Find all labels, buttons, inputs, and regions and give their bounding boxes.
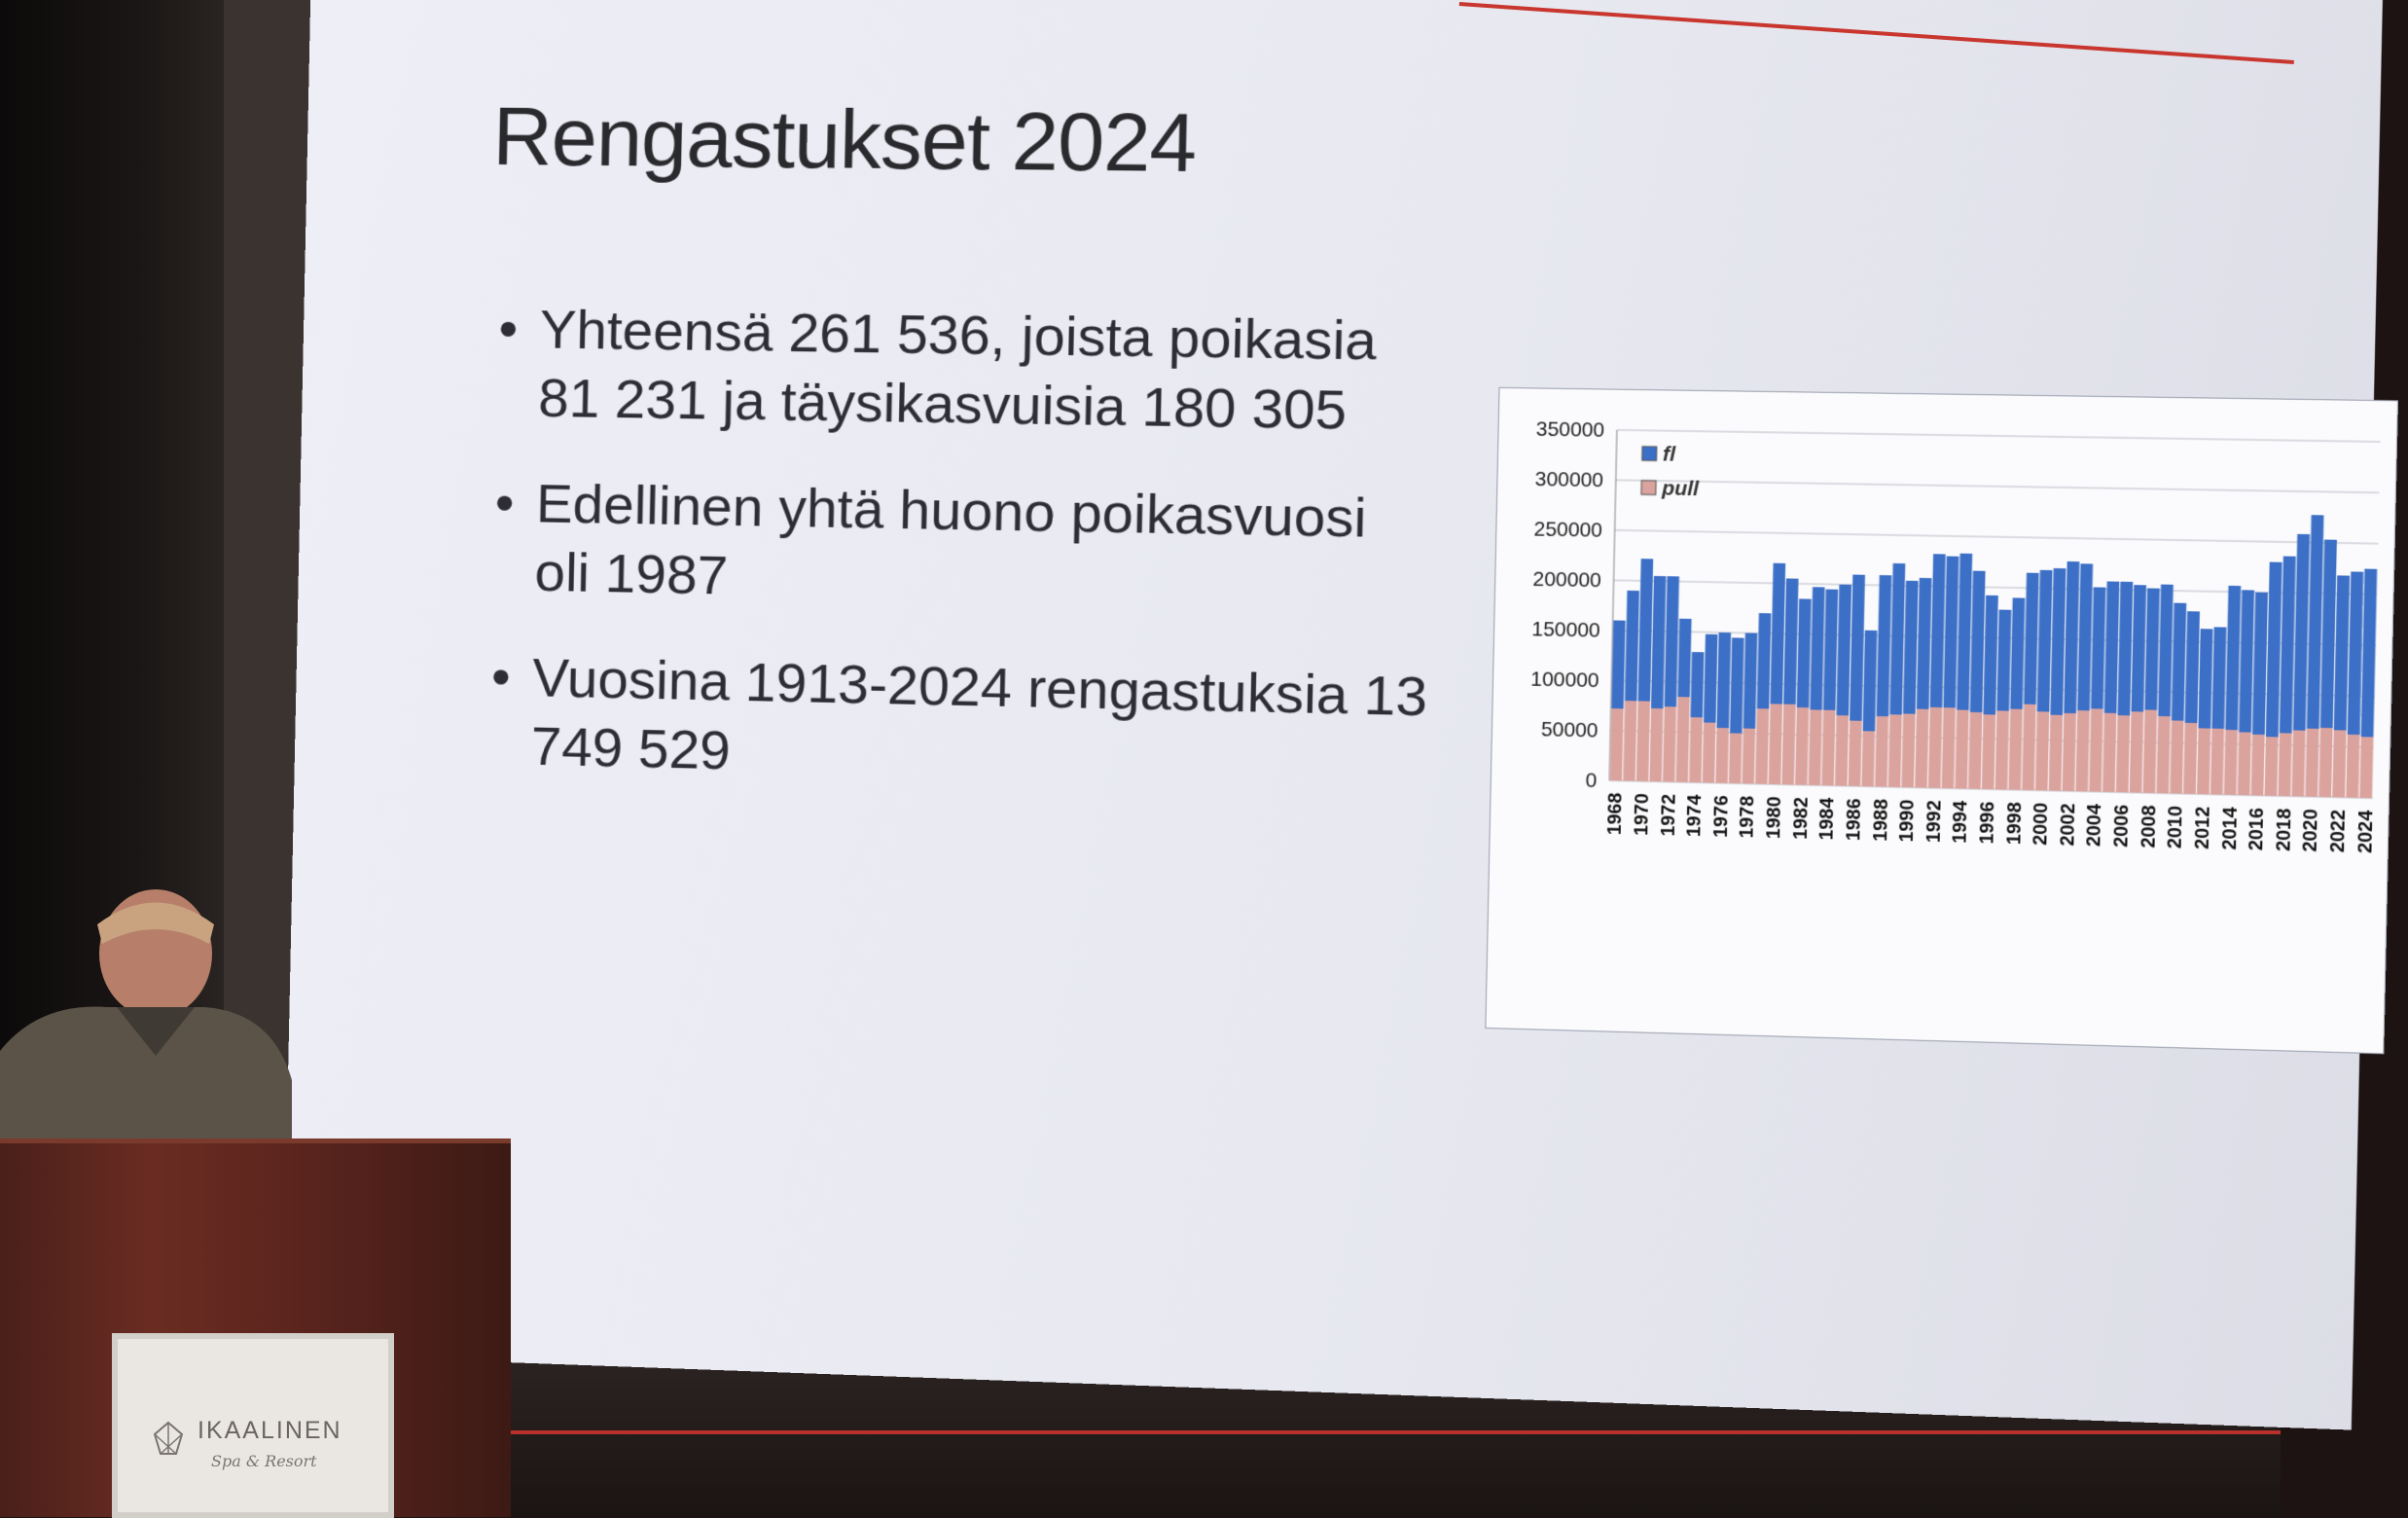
- bar-pull: [1915, 709, 1928, 788]
- x-tick-label: 2006: [2110, 804, 2134, 849]
- bar-pull: [2332, 730, 2346, 797]
- bar-fl: [1770, 563, 1785, 705]
- bar-pull: [2089, 708, 2103, 792]
- bar-pull: [1942, 707, 1956, 788]
- x-tick-label: 2020: [2299, 809, 2323, 852]
- bar-fl: [1704, 634, 1717, 723]
- bar-fl: [2225, 586, 2241, 730]
- bar-fl: [2050, 568, 2066, 715]
- bar-fl: [2320, 540, 2337, 729]
- bar-pull: [1610, 708, 1624, 780]
- bar-pull: [2156, 716, 2170, 793]
- bar-pull: [2130, 711, 2144, 793]
- bar-fl: [1651, 576, 1666, 708]
- bar-fl: [1691, 652, 1705, 717]
- bar-fl: [1677, 619, 1691, 698]
- bar-pull: [2142, 709, 2157, 793]
- bar-fl: [1625, 591, 1639, 702]
- legend-swatch: [1642, 447, 1657, 461]
- bar-fl: [1823, 590, 1838, 710]
- chart-canvas: [1486, 388, 2397, 1053]
- bar-pull: [1703, 722, 1716, 782]
- x-tick-label: 2014: [2218, 807, 2242, 850]
- bullet-dot-icon: •: [497, 297, 519, 360]
- x-tick-label: 2018: [2272, 808, 2296, 852]
- bar-fl: [1783, 578, 1798, 704]
- bar-pull: [2170, 720, 2183, 793]
- bar-pull: [1821, 710, 1835, 786]
- bullet-text: Yhteensä 261 536, joista poikasia 81 231 ja täysikasvuisia 180 305: [537, 298, 1378, 441]
- bar-pull: [1968, 712, 1982, 789]
- bar-pull: [1955, 709, 1968, 788]
- x-tick-label: 1968: [1604, 792, 1628, 836]
- bar-pull: [2035, 711, 2049, 790]
- bullet-item: [489, 642, 1432, 801]
- bar-fl: [1730, 637, 1744, 733]
- x-tick-label: 1978: [1736, 795, 1760, 839]
- y-tick-label: 200000: [1532, 568, 1602, 593]
- bar-fl: [1983, 596, 1997, 715]
- bar-fl: [2104, 581, 2120, 713]
- bar-pull: [2008, 709, 2022, 790]
- lotus-logo-icon: [147, 1417, 190, 1460]
- y-tick-label: 100000: [1530, 669, 1599, 693]
- bullet-item: [493, 468, 1436, 624]
- bar-fl: [2131, 585, 2146, 711]
- x-tick-label: 1994: [1949, 800, 1973, 845]
- x-tick-label: 2008: [2137, 805, 2161, 849]
- bar-pull: [2291, 730, 2305, 796]
- x-tick-label: 2004: [2083, 803, 2107, 848]
- bar-pull: [2183, 723, 2197, 794]
- legend-swatch: [1641, 481, 1656, 495]
- x-tick-label: 1996: [1976, 801, 1999, 845]
- bar-pull: [1795, 707, 1809, 785]
- bar-fl: [2024, 573, 2039, 705]
- y-tick-label: 250000: [1533, 519, 1603, 542]
- bar-fl: [2185, 611, 2200, 723]
- bar-fl: [2334, 575, 2350, 730]
- x-tick-label: 1984: [1815, 797, 1840, 841]
- bar-pull: [1809, 709, 1822, 785]
- y-tick-label: 0: [1585, 770, 1598, 793]
- bar-pull: [2197, 728, 2210, 794]
- sign-brand-text: IKAALINEN: [198, 1417, 342, 1444]
- bar-pull: [1861, 731, 1875, 786]
- bar-fl: [1863, 631, 1878, 732]
- bar-pull: [1781, 705, 1795, 785]
- bar-pull: [2359, 737, 2373, 798]
- bar-pull: [1995, 710, 2009, 789]
- bar-pull: [1715, 728, 1729, 783]
- bar-fl: [2211, 627, 2226, 729]
- bar-fl: [2037, 570, 2053, 712]
- bar-fl: [1943, 557, 1959, 708]
- bar-fl: [2172, 603, 2186, 721]
- bar-pull: [2346, 735, 2359, 798]
- bar-pull: [1849, 721, 1862, 787]
- slide-title: Rengastukset 2024: [491, 90, 1198, 190]
- x-tick-label: 1998: [2002, 801, 2027, 846]
- bar-fl: [1930, 554, 1946, 707]
- bar-pull: [1888, 714, 1902, 787]
- bar-fl: [1665, 576, 1679, 706]
- x-tick-label: 2000: [2030, 802, 2053, 847]
- x-tick-label: 2002: [2056, 803, 2080, 847]
- bar-pull: [2049, 715, 2063, 791]
- bar-fl: [1877, 575, 1892, 716]
- bar-fl: [2144, 588, 2159, 709]
- x-tick-label: 1976: [1709, 794, 1733, 839]
- bar-pull: [1875, 716, 1888, 787]
- bar-fl: [1837, 585, 1851, 716]
- bar-pull: [1729, 733, 1743, 783]
- legend-label: fl: [1662, 443, 1676, 466]
- bar-fl: [1917, 578, 1932, 709]
- x-tick-label: 1970: [1631, 793, 1654, 837]
- y-tick-label: 300000: [1534, 468, 1604, 492]
- stacked-bar-chart: [1485, 387, 2398, 1054]
- bar-pull: [2305, 729, 2318, 797]
- bar-fl: [2348, 571, 2364, 735]
- x-tick-label: 1972: [1657, 793, 1680, 837]
- bar-pull: [2265, 737, 2279, 796]
- speaker-silhouette: [0, 886, 292, 1148]
- presentation-slide: [282, 0, 2383, 1430]
- bar-fl: [2239, 590, 2254, 732]
- y-tick-label: 350000: [1535, 418, 1605, 443]
- bar-fl: [1757, 613, 1772, 708]
- bar-fl: [1903, 581, 1919, 714]
- x-tick-label: 2012: [2191, 806, 2215, 850]
- bullet-text: Edellinen yhtä huono poikasvuosi oli 1987: [533, 472, 1368, 606]
- x-tick-label: 1974: [1683, 794, 1707, 838]
- bar-fl: [2198, 629, 2212, 728]
- x-tick-label: 1982: [1789, 796, 1813, 841]
- bar-fl: [1743, 632, 1758, 728]
- bar-pull: [2278, 733, 2291, 796]
- gridline: [1616, 480, 2380, 492]
- sign-subtitle: Spa & Resort: [211, 1452, 317, 1470]
- bar-fl: [2010, 597, 2025, 708]
- bar-fl: [1996, 610, 2011, 711]
- bar-pull: [2075, 710, 2090, 791]
- bar-pull: [1835, 715, 1849, 786]
- bar-fl: [1611, 620, 1625, 708]
- bar-fl: [2091, 587, 2105, 708]
- bar-pull: [2116, 715, 2130, 792]
- x-tick-label: 1992: [1923, 800, 1946, 844]
- x-tick-label: 1990: [1895, 799, 1920, 843]
- bar-pull: [2063, 713, 2076, 791]
- gridline: [1617, 430, 2381, 442]
- x-tick-label: 1980: [1763, 796, 1786, 840]
- bar-pull: [2210, 729, 2224, 795]
- bar-pull: [1928, 707, 1942, 788]
- bullet-text: Vuosina 1913-2024 rengastuksia 13 749 529: [530, 646, 1428, 781]
- bar-fl: [2077, 563, 2093, 710]
- bullet-dot-icon: •: [490, 645, 512, 707]
- bullet-item: [496, 295, 1439, 447]
- x-tick-label: 2016: [2245, 807, 2269, 851]
- bar-pull: [1636, 701, 1650, 781]
- bar-pull: [1663, 706, 1676, 782]
- bar-fl: [1850, 575, 1865, 721]
- bar-fl: [2280, 557, 2296, 734]
- bar-fl: [2158, 585, 2174, 717]
- x-tick-label: 1986: [1843, 798, 1866, 842]
- bar-pull: [2251, 735, 2265, 796]
- bar-fl: [1716, 632, 1731, 728]
- bar-pull: [1982, 714, 1995, 789]
- podium-sign: [112, 1333, 394, 1518]
- bar-fl: [1889, 563, 1905, 715]
- bullet-list: [488, 295, 1439, 840]
- bar-pull: [1689, 717, 1703, 782]
- x-tick-label: 2024: [2354, 810, 2378, 854]
- legend-label: pull: [1662, 478, 1700, 501]
- stage-red-line: [506, 1430, 2281, 1434]
- bar-fl: [1957, 554, 1972, 710]
- bar-pull: [1901, 713, 1915, 787]
- bar-fl: [2266, 562, 2282, 738]
- x-tick-label: 2022: [2326, 809, 2351, 853]
- y-tick-label: 50000: [1540, 718, 1599, 742]
- bar-pull: [1623, 701, 1636, 781]
- x-tick-label: 2010: [2164, 805, 2188, 849]
- y-tick-label: 150000: [1531, 618, 1601, 642]
- bar-pull: [2238, 732, 2251, 795]
- bar-pull: [2224, 730, 2238, 795]
- bar-fl: [1970, 571, 1986, 713]
- bar-pull: [2022, 705, 2036, 791]
- bar-fl: [2118, 582, 2134, 716]
- bar-pull: [1755, 708, 1769, 784]
- bar-fl: [2252, 593, 2268, 735]
- x-tick-label: 1988: [1869, 798, 1892, 843]
- bar-pull: [1649, 708, 1663, 781]
- bar-pull: [1769, 704, 1782, 784]
- bullet-dot-icon: •: [494, 471, 516, 534]
- bar-fl: [1797, 598, 1812, 707]
- bar-pull: [2318, 728, 2332, 797]
- bar-pull: [1742, 729, 1755, 784]
- bar-pull: [1675, 697, 1689, 782]
- bar-pull: [2103, 713, 2116, 792]
- gridline: [1615, 530, 2379, 544]
- bar-fl: [1638, 559, 1654, 702]
- bar-fl: [1810, 587, 1824, 709]
